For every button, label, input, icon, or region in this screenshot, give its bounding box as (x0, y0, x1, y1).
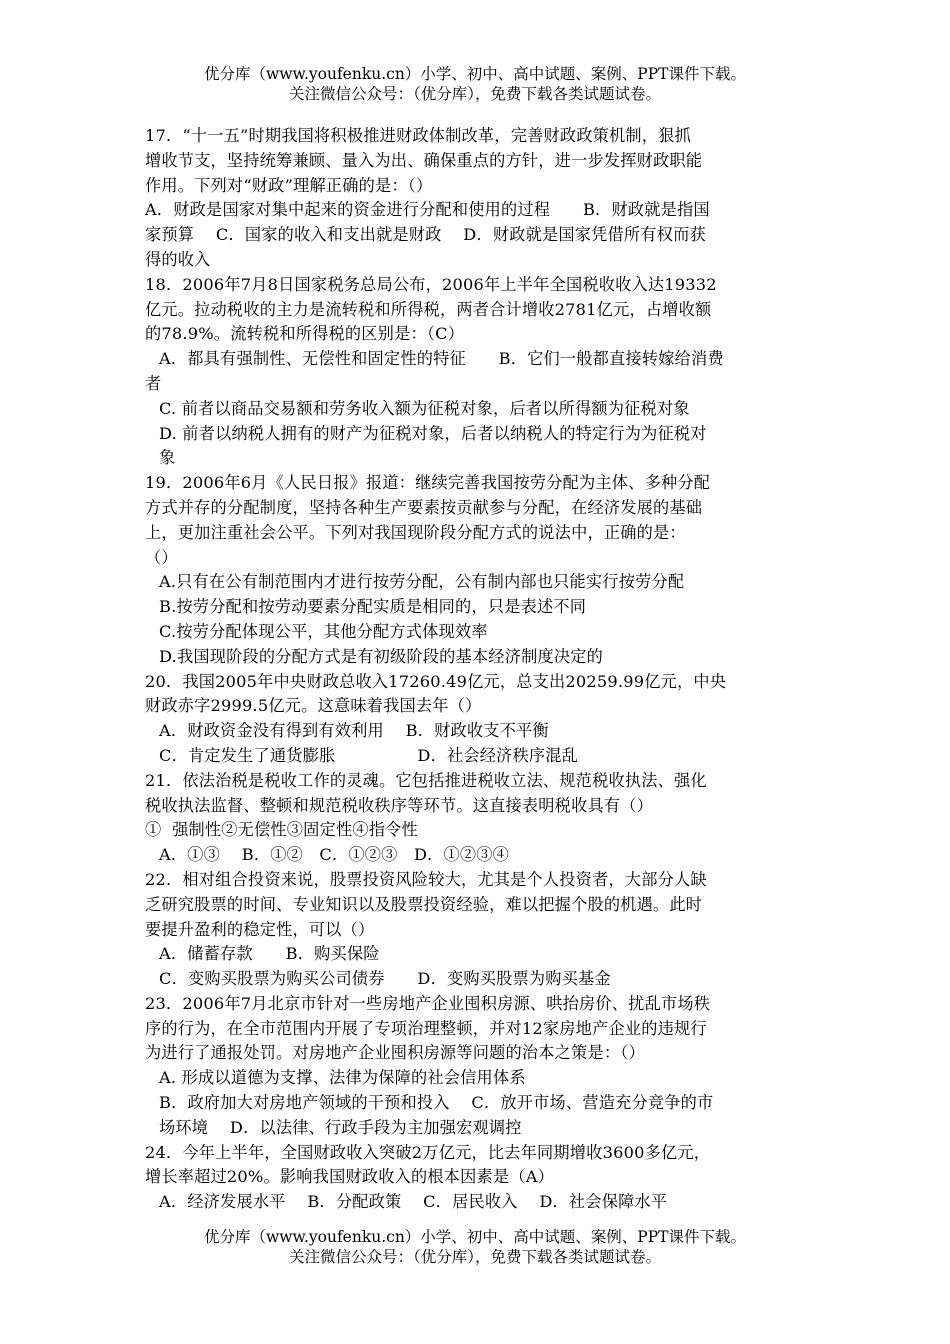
text-line: C. 前者以商品交易额和劳务收入额为征税对象，后者以所得额为征税对象 (159, 398, 690, 418)
text-line: 20．我国2005年中央财政总收入17260.49亿元，总支出20259.99亿元，中央 (145, 671, 727, 691)
text-line: 得的收入 (145, 249, 211, 269)
text-line: 财政赤字2999.5亿元。这意味着我国去年（） (145, 696, 482, 716)
text-line: 18．2006年7月8日国家税务总局公布，2006年上半年全国税收收入达19332 (145, 274, 717, 294)
text-line: D.我国现阶段的分配方式是有初级阶段的基本经济制度决定的 (159, 646, 604, 666)
text-line: 乏研究股票的时间、专业知识以及股票投资经验，难以把握个股的机遇。此时 (145, 894, 703, 914)
page-footer (0, 1227, 950, 1267)
text-line: 增收节支，坚持统筹兼顾、量入为出、确保重点的方针，进一步发挥财政职能 (145, 150, 703, 170)
text-line: 要提升盈利的稳定性，可以（） (145, 919, 375, 939)
text-line: （） (145, 547, 178, 567)
text-line: 为进行了通报处罚。对房地产企业囤积房源等问题的治本之策是：（） (145, 1043, 645, 1063)
text-line: 上，更加注重社会公平。下列对我国现阶段分配方式的说法中，正确的是： (145, 522, 686, 542)
text-line: A．①③ B．①② C．①②③ D．①②③④ (159, 845, 510, 865)
text-line: D. 前者以纳税人拥有的财产为征税对象，后者以纳税人的特定行为为征税对 (159, 423, 707, 443)
text-line: C.按劳分配体现公平，其他分配方式体现效率 (159, 621, 488, 641)
text-line: 序的行为，在全市范围内开展了专项治理整顿，并对12家房地产企业的违规行 (145, 1018, 707, 1038)
text-line: 者 (145, 373, 162, 393)
text-line: A. 形成以道德为支撑、法律为保障的社会信用体系 (159, 1068, 526, 1088)
text-line: 象 (159, 448, 176, 468)
text-line: ① 强制性②无偿性③固定性④指令性 (145, 820, 418, 840)
text-line: 21．依法治税是税收工作的灵魂。它包括推进税收立法、规范税收执法、强化 (145, 770, 707, 790)
text-line: 场环境 D．以法律、行政手段为主加强宏观调控 (159, 1117, 522, 1137)
text-line: A．经济发展水平 B．分配政策 C．居民收入 D．社会保障水平 (159, 1192, 668, 1212)
text-line: A．储蓄存款 B．购买保险 (159, 944, 380, 964)
text-line: C．肯定发生了通货膨胀 D．社会经济秩序混乱 (159, 745, 579, 765)
header-line-1: 优分库（www.youfenku.cn）小学、初中、高中试题、案例、PPT课件下载。 (203, 65, 747, 83)
text-line: C．变购买股票为购买公司债券 D．变购买股票为购买基金 (159, 969, 611, 989)
text-line: 作用。下列对“财政”理解正确的是：（） (145, 175, 433, 195)
footer-line-2: 关注微信公众号：（优分库），免费下载各类试题试卷。 (288, 1248, 661, 1266)
text-line: 23．2006年7月北京市针对一些房地产企业囤积房源、哄抬房价、扰乱市场秩 (145, 993, 711, 1013)
text-line: 增长率超过20%。影响我国财政收入的根本因素是（A） (145, 1167, 554, 1187)
text-line: A.只有在公有制范围内才进行按劳分配，公有制内部也只能实行按劳分配 (159, 572, 685, 592)
page-header (0, 64, 950, 104)
text-line: A．财政资金没有得到有效利用 B．财政收支不平衡 (159, 721, 549, 741)
footer-line-1: 优分库（www.youfenku.cn）小学、初中、高中试题、案例、PPT课件下载。 (203, 1228, 747, 1246)
text-line: 家预算 C．国家的收入和支出就是财政 D．财政就是国家凭借所有权而获 (145, 225, 706, 245)
text-line: 22．相对组合投资来说，股票投资风险较大，尤其是个人投资者，大部分人缺 (145, 869, 707, 889)
text-line: B.按劳分配和按劳动要素分配实质是相同的，只是表述不同 (159, 597, 587, 617)
text-line: 19．2006年6月《人民日报》报道：继续完善我国按劳分配为主体、多种分配 (145, 473, 711, 493)
text-line: 税收执法监督、整顿和规范税收秩序等环节。这直接表明税收具有（） (145, 795, 654, 815)
text-line: 亿元。拉动税收的主力是流转税和所得税，两者合计增收2781亿元，占增收额 (145, 299, 712, 319)
text-line: A．财政是国家对集中起来的资金进行分配和使用的过程 B．财政就是指国 (145, 200, 710, 220)
text-line: 方式并存的分配制度，坚持各种生产要素按贡献参与分配，在经济发展的基础 (145, 497, 703, 517)
text-line: B．政府加大对房地产领域的干预和投入 C．放开市场、营造充分竞争的市 (159, 1093, 714, 1113)
text-line: 24．今年上半年，全国财政收入突破2万亿元，比去年同期增收3600多亿元， (145, 1142, 711, 1162)
text-line: A．都具有强制性、无偿性和固定性的特征 B．它们一般都直接转嫁给消费 (159, 349, 724, 369)
header-line-2: 关注微信公众号：（优分库），免费下载各类试题试卷。 (288, 85, 661, 103)
question-body (145, 124, 815, 1215)
text-line: 的78.9%。流转税和所得税的区别是：（C） (145, 324, 465, 344)
text-line: 17．“十一五”时期我国将积极推进财政体制改革，完善财政政策机制，狠抓 (145, 126, 691, 145)
